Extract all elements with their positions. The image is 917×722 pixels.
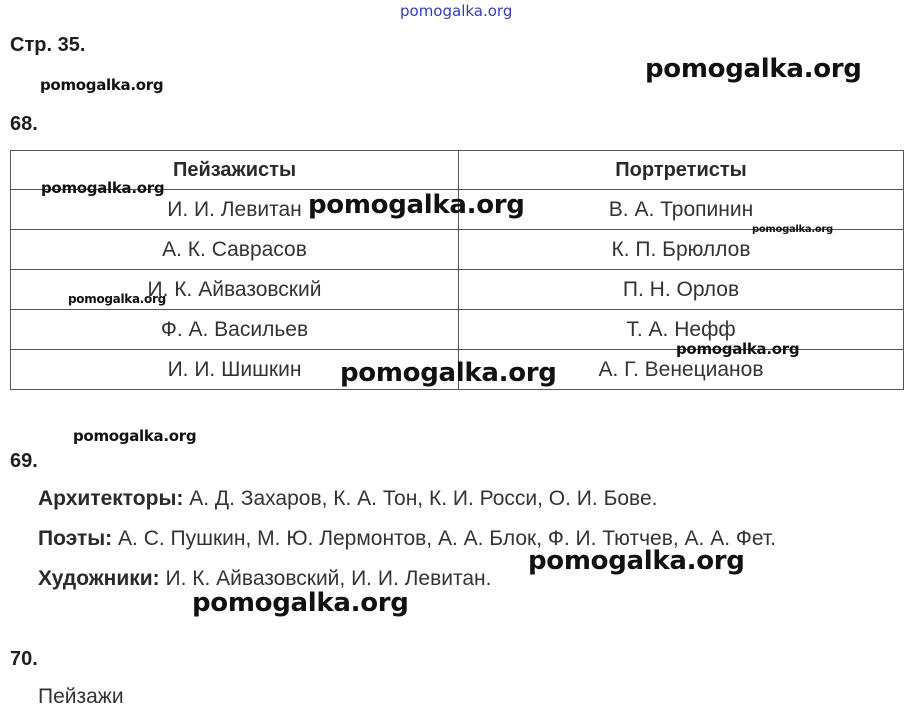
watermark: pomogalka.org [676, 340, 800, 358]
watermark: pomogalka.org [340, 358, 557, 388]
watermark: pomogalka.org [68, 292, 166, 306]
table-cell: В. А. Тропинин [459, 190, 904, 230]
table-cell: И. И. Шишкин [11, 350, 459, 390]
watermark: pomogalka.org [528, 546, 745, 576]
watermark: pomogalka.org [41, 179, 165, 197]
task-70-number: 70. [10, 648, 38, 670]
page-label: Стр. 35. [10, 34, 86, 56]
list-label: Поэты: [38, 527, 113, 550]
list-text: И. К. Айвазовский, И. И. Левитан. [159, 567, 492, 590]
list-label: Художники: [38, 567, 160, 590]
table-cell: А. Г. Венецианов [459, 350, 904, 390]
watermark: pomogalka.org [752, 224, 833, 235]
table-cell: П. Н. Орлов [459, 270, 904, 310]
list-text: А. С. Пушкин, М. Ю. Лермонтов, А. А. Блок, Ф. И. Тютчев, А. А. Фет. [112, 527, 776, 550]
watermark: pomogalka.org [73, 427, 197, 445]
table-cell: И. К. Айвазовский [11, 270, 459, 310]
watermark: pomogalka.org [308, 190, 525, 220]
watermark: pomogalka.org [192, 588, 409, 618]
watermark: pomogalka.org [40, 76, 164, 94]
column-header-landscape: Пейзажисты [11, 151, 459, 190]
table-row [11, 230, 904, 270]
table-cell: Т. А. Нефф [459, 310, 904, 350]
table-cell: И. И. Левитан [11, 190, 459, 230]
list-label: Архитекторы: [38, 487, 184, 510]
task-68-number: 68. [10, 113, 38, 135]
column-header-portrait: Портретисты [459, 151, 904, 190]
list-text: А. Д. Захаров, К. А. Тон, К. И. Росси, О. И. Бове. [183, 487, 658, 510]
table-cell: Ф. А. Васильев [11, 310, 459, 350]
task-69-number: 69. [10, 450, 38, 472]
watermark: pomogalka.org [645, 54, 862, 84]
watermark-top: pomogalka.org [400, 2, 513, 20]
list-item-architects [38, 487, 657, 511]
table-cell: К. П. Брюллов [459, 230, 904, 270]
table-cell: А. К. Саврасов [11, 230, 459, 270]
task-70-text: Пейзажи [38, 685, 124, 708]
